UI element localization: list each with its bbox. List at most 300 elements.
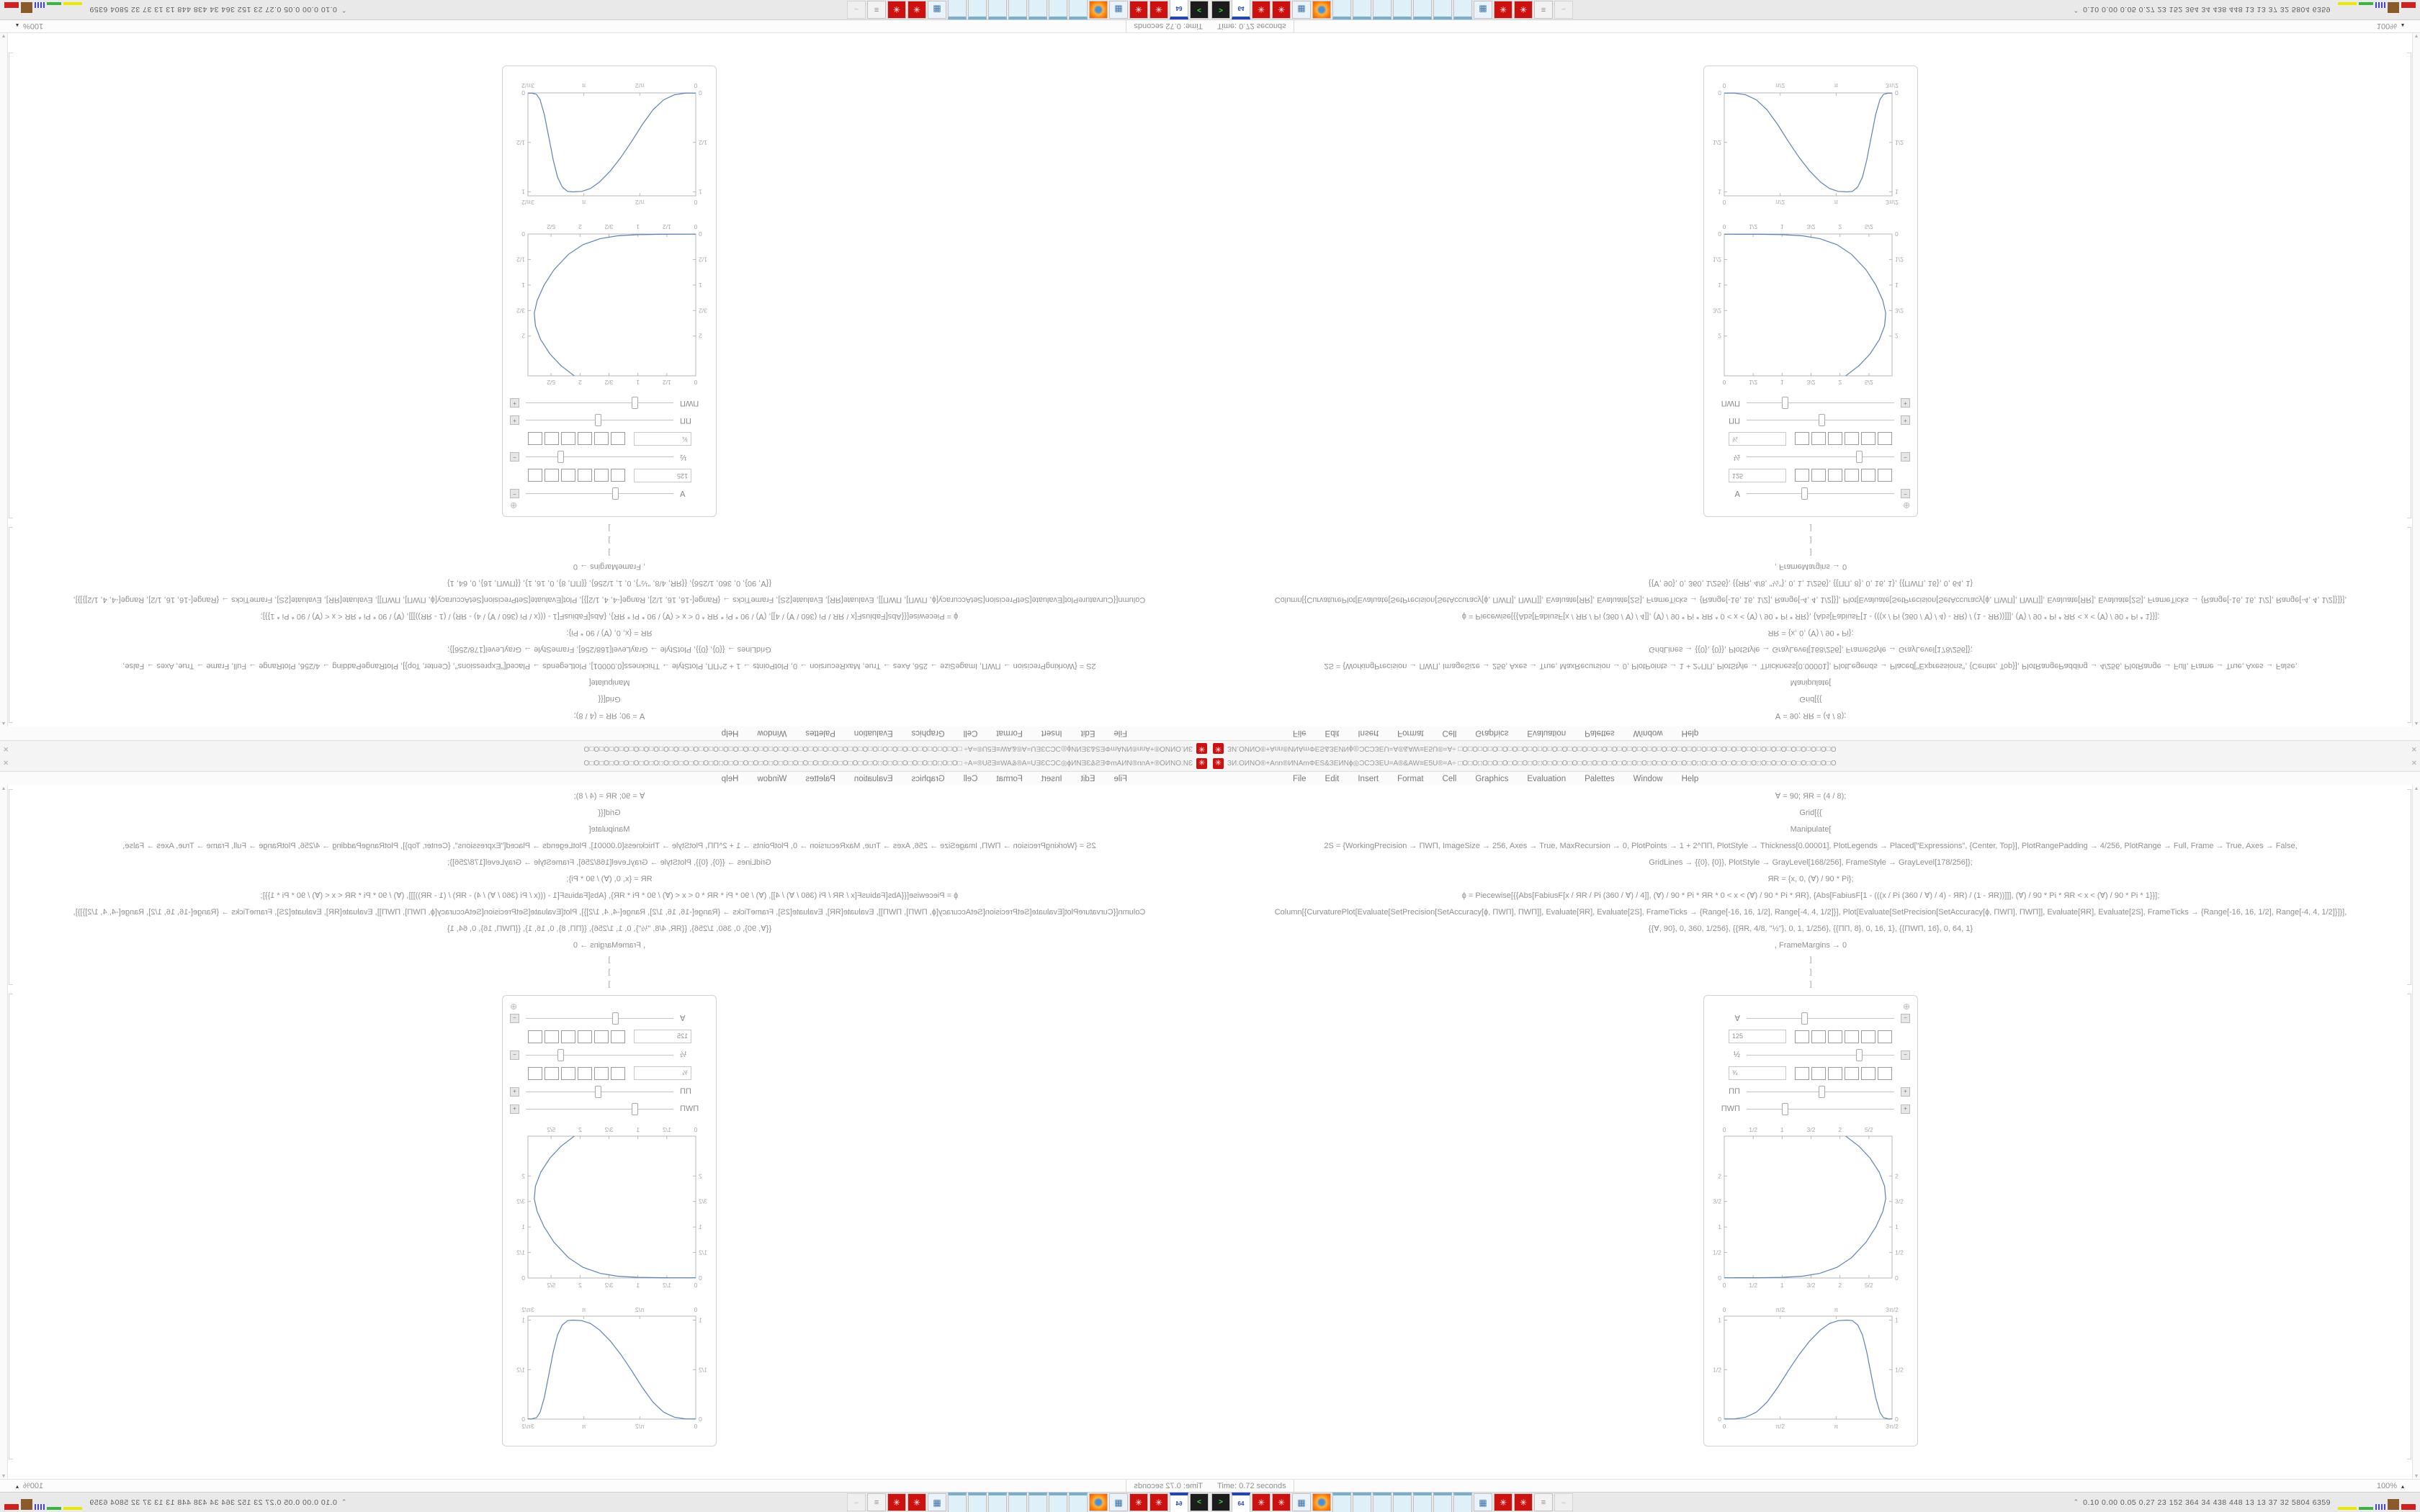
- collapse-toggle-icon[interactable]: −: [510, 1014, 519, 1023]
- slider-track[interactable]: [526, 1103, 673, 1115]
- slider-thumb[interactable]: [1801, 487, 1808, 500]
- calculator-icon[interactable]: ▦: [928, 1, 946, 19]
- code-line[interactable]: {{Ɐ, 90}, 0, 360, 1/256}, {{ЯR, 4/8, "½"}, 0, 1, 1/256}, {{ΠΠ, 8}, 0, 16, 1}, {{ΠWΠ, 16}, 0, 64, 1}: [447, 579, 772, 588]
- code-line[interactable]: {{Ɐ, 90}, 0, 360, 1/256}, {{ЯR, 4/8, "½"}, 0, 1, 1/256}, {{ΠΠ, 8}, 0, 16, 1}, {{ΠWΠ, 16}, 0, 64, 1}: [447, 924, 772, 933]
- menu-item[interactable]: Evaluation: [853, 774, 893, 783]
- code-line[interactable]: Grid[{{: [598, 809, 621, 817]
- slider-thumb[interactable]: [595, 1086, 601, 1098]
- menu-item[interactable]: Window: [757, 774, 787, 783]
- collapse-toggle-icon[interactable]: −: [510, 1050, 519, 1060]
- expand-toggle-icon[interactable]: +: [1901, 1104, 1910, 1114]
- notepad-icon[interactable]: [1433, 1493, 1452, 1512]
- code-line[interactable]: ЯR = {x, 0, (Ɐ) / 90 * Pi};: [566, 875, 653, 883]
- direction-button[interactable]: [1878, 469, 1892, 482]
- code-line[interactable]: Column[{CurvaturePlot[Evaluate[SetPrecision[SetAccuracy[ϕ, ΠWΠ], ΠWΠ]], Evaluate[ЯR], Evaluate[2S], FrameTicks → {Range[-16, 16, 1/2], Range[-4, 4, 1/2]}], Plot[Evaluate[SetPrecision[SetAccuracy[ϕ, ΠWΠ], ΠWΠ]], Evaluate[ЯR], Evaluate[2S], FrameTicks → {Range[-16, 16, 1/2], Range[-4, 4, 1/2]}]}],: [1274, 908, 2347, 917]
- code-line[interactable]: GridLines → {{0}, {0}}, PlotStyle → GrayLevel[168/256], FrameStyle → GrayLevel[178/256]};: [447, 858, 771, 867]
- menu-item[interactable]: Format: [1397, 729, 1424, 738]
- menu-item[interactable]: Palettes: [1585, 774, 1615, 783]
- calculator-icon[interactable]: ▦: [1474, 1, 1492, 19]
- mathematica-spikey-icon[interactable]: ✳: [887, 1493, 906, 1511]
- code-line[interactable]: ЯR = {x, 0, (Ɐ) / 90 * Pi};: [566, 629, 653, 637]
- direction-button[interactable]: [1878, 1030, 1892, 1043]
- slider-track[interactable]: [526, 1012, 673, 1024]
- menu-item[interactable]: Format: [996, 729, 1023, 738]
- plug-disabled-icon[interactable]: ⌁: [1554, 1493, 1573, 1511]
- slower-button[interactable]: [544, 469, 559, 482]
- slider-track[interactable]: [526, 397, 673, 409]
- firefox-icon[interactable]: [1312, 1, 1331, 19]
- slower-button[interactable]: [1861, 1030, 1876, 1043]
- menu-item[interactable]: Graphics: [911, 729, 945, 738]
- slider-thumb[interactable]: [1801, 1012, 1808, 1025]
- code-line[interactable]: Manipulate[: [1790, 678, 1832, 687]
- code-line[interactable]: {{Ɐ, 90}, 0, 360, 1/256}, {{ЯR, 4/8, "½"}, 0, 1, 1/256}, {{ΠΠ, 8}, 0, 16, 1}, {{ΠWΠ, 16}, 0, 64, 1}: [1648, 924, 1973, 933]
- menu-item[interactable]: Edit: [1325, 729, 1340, 738]
- cell-bracket-output[interactable]: [9, 53, 13, 518]
- slider-track[interactable]: [526, 1086, 673, 1097]
- code-line[interactable]: 2S = {WorkingPrecision → ΠWΠ, ImageSize → 256, Axes → True, MaxRecursion → 0, PlotPoints → 1 + 2^ΠΠ, PlotStyle → Thickness[0.00001], PlotLegends → Placed["Expressions", {Center, Top}], PlotRangePadding → 4/256, PlotRange → Full, Frame → True, Axes → False,: [122, 842, 1096, 850]
- scroll-document-icon[interactable]: ≡: [1534, 1493, 1553, 1511]
- decrement-button[interactable]: [1795, 1067, 1809, 1080]
- play-button[interactable]: [1811, 1067, 1826, 1080]
- mathematica-spikey-icon[interactable]: ✳: [1129, 1, 1148, 19]
- floppy-64-icon[interactable]: 64: [1170, 1493, 1188, 1512]
- terminal-icon[interactable]: >: [1190, 1493, 1209, 1511]
- slider-track[interactable]: [1747, 415, 1894, 426]
- chevron-up-icon[interactable]: ⌃: [341, 1498, 347, 1506]
- slider-track[interactable]: [1747, 1012, 1894, 1024]
- notepad-icon[interactable]: [1393, 1493, 1412, 1512]
- window-tab-title[interactable]: ЗИ.ОИNŌ®+Ann®ИNAmΦES&ЗЕИNɸ◎ƆCƆЗЕU=A®&AW≡E5U®=A÷ □O□O□O□O□O□O□O□O□O□O□O□O□O□O□O□O□O□O□O□O□O□O□O□O□O□O□O□O□O□O□O□O□O□O□O□O□O□O: [1227, 744, 1837, 752]
- slower-button[interactable]: [544, 1030, 559, 1043]
- value-field[interactable]: ¾: [634, 432, 691, 446]
- mathematica-spikey-icon[interactable]: ✳: [1494, 1, 1512, 19]
- notepad-icon[interactable]: [1049, 0, 1067, 20]
- code-line[interactable]: Grid[{{: [598, 695, 621, 703]
- decrement-button[interactable]: [1795, 469, 1809, 482]
- slider-track[interactable]: [526, 1049, 673, 1061]
- notepad-icon[interactable]: [1049, 1493, 1067, 1512]
- slider-thumb[interactable]: [1782, 397, 1788, 409]
- notepad-icon[interactable]: [948, 1493, 967, 1512]
- collapse-toggle-icon[interactable]: −: [1901, 1050, 1910, 1060]
- menu-item[interactable]: Evaluation: [1527, 774, 1567, 783]
- notepad-icon[interactable]: [1413, 1493, 1432, 1512]
- menu-item[interactable]: Edit: [1325, 774, 1340, 783]
- slider-thumb[interactable]: [1819, 1086, 1825, 1098]
- code-line[interactable]: Column[{CurvaturePlot[Evaluate[SetPrecision[SetAccuracy[ϕ, ΠWΠ], ΠWΠ]], Evaluate[ЯR], Evaluate[2S], FrameTicks → {Range[-16, 16, 1/2], Range[-4, 4, 1/2]}], Plot[Evaluate[SetPrecision[SetAccuracy[ϕ, ΠWΠ], ΠWΠ]], Evaluate[ЯR], Evaluate[2S], FrameTicks → {Range[-16, 16, 1/2], Range[-4, 4, 1/2]}]}],: [1274, 595, 2347, 604]
- slider-thumb[interactable]: [595, 414, 601, 426]
- code-line[interactable]: GridLines → {{0}, {0}}, PlotStyle → GrayLevel[168/256], FrameStyle → GrayLevel[178/256]};: [1649, 645, 1973, 654]
- direction-button[interactable]: [528, 433, 542, 446]
- expand-toggle-icon[interactable]: +: [510, 399, 519, 408]
- menu-item[interactable]: Cell: [963, 729, 978, 738]
- window-tab-title[interactable]: ЗИ.ОИNŌ®+Ann®ИNAmΦES&ЗЕИNɸ◎ƆCƆЗЕU=A®&AW≡E5U®=A÷ □O□O□O□O□O□O□O□O□O□O□O□O□O□O□O□O□O□O□O□O□O□O□O□O□O□O□O□O□O□O□O□O□O□O□O□O□O□O: [583, 760, 1193, 768]
- code-line[interactable]: Manipulate[: [1790, 825, 1832, 834]
- cell-bracket-input[interactable]: [9, 789, 13, 985]
- menu-item[interactable]: Graphics: [1475, 729, 1509, 738]
- faster-button[interactable]: [561, 433, 575, 446]
- vertical-scrollbar[interactable]: [0, 32, 8, 726]
- slider-track[interactable]: [1747, 1086, 1894, 1097]
- slider-thumb[interactable]: [1856, 451, 1863, 463]
- increment-button[interactable]: [1828, 1067, 1842, 1080]
- window-tab-bar[interactable]: [1210, 740, 2420, 756]
- value-field[interactable]: 125: [1729, 1030, 1786, 1043]
- menu-item[interactable]: Format: [996, 774, 1023, 783]
- scroll-document-icon[interactable]: ≡: [867, 1493, 886, 1511]
- code-line[interactable]: ϕ = Piecewise[{{Abs[FabiusF[x / ЯR / Pi (360 / Ɐ) / 4]], (Ɐ) / 90 * Pi * ЯR * 0 < x < (Ɐ) / 90 * Pi * ЯR}, {Abs[FabiusF[1 - (((x / Pi (360 / Ɐ) / 4) - ЯR) / (1 - ЯR))]]], (Ɐ) / 90 * Pi * ЯR < x < (Ɐ) / 90 * Pi * 1}}];: [1461, 891, 2160, 900]
- collapse-toggle-icon[interactable]: −: [510, 453, 519, 462]
- code-line[interactable]: ϕ = Piecewise[{{Abs[FabiusF[x / ЯR / Pi (360 / Ɐ) / 4]], (Ɐ) / 90 * Pi * ЯR * 0 < x < (Ɐ) / 90 * Pi * ЯR}, {Abs[FabiusF[1 - (((x / Pi (360 / Ɐ) / 4) - ЯR) / (1 - ЯR))]]], (Ɐ) / 90 * Pi * ЯR < x < (Ɐ) / 90 * Pi * 1}}];: [1461, 612, 2160, 621]
- manipulate-menu-icon[interactable]: ⊕: [510, 500, 518, 510]
- terminal-icon[interactable]: >: [1211, 1, 1230, 19]
- chevron-up-icon[interactable]: ⌃: [341, 6, 347, 14]
- play-button[interactable]: [1811, 469, 1826, 482]
- scroll-up-icon[interactable]: ▲: [1, 721, 6, 726]
- mathematica-spikey-icon[interactable]: ✳: [1150, 1493, 1168, 1511]
- direction-button[interactable]: [1878, 1067, 1892, 1080]
- code-line[interactable]: ЯR = {x, 0, (Ɐ) / 90 * Pi};: [1767, 875, 1854, 883]
- menu-item[interactable]: Insert: [1358, 774, 1379, 783]
- mathematica-spikey-icon[interactable]: ✳: [908, 1493, 926, 1511]
- slower-button[interactable]: [1861, 469, 1876, 482]
- notepad-icon[interactable]: [1373, 1493, 1392, 1512]
- notebook-canvas[interactable]: [9, 786, 1210, 1480]
- magnification-control[interactable]: [16, 1482, 43, 1490]
- menu-item[interactable]: File: [1293, 774, 1307, 783]
- slower-button[interactable]: [1861, 433, 1876, 446]
- direction-button[interactable]: [1878, 433, 1892, 446]
- code-line[interactable]: , FrameMargins → 0: [1774, 941, 1847, 950]
- expand-toggle-icon[interactable]: +: [1901, 399, 1910, 408]
- play-button[interactable]: [594, 433, 609, 446]
- faster-button[interactable]: [1845, 1067, 1859, 1080]
- scroll-up-icon[interactable]: ▲: [2414, 786, 2419, 791]
- scroll-document-icon[interactable]: ≡: [867, 1, 886, 19]
- notepad-icon[interactable]: [1453, 1493, 1472, 1512]
- mathematica-spikey-icon[interactable]: ✳: [1514, 1, 1533, 19]
- menu-item[interactable]: Edit: [1080, 729, 1095, 738]
- code-line[interactable]: Manipulate[: [588, 825, 630, 834]
- scroll-down-icon[interactable]: ▼: [1, 1474, 6, 1479]
- increment-button[interactable]: [578, 1030, 592, 1043]
- menu-item[interactable]: Edit: [1080, 774, 1095, 783]
- code-line[interactable]: Column[{CurvaturePlot[Evaluate[SetPrecision[SetAccuracy[ϕ, ΠWΠ], ΠWΠ]], Evaluate[ЯR], Evaluate[2S], FrameTicks → {Range[-16, 16, 1/2], Range[-4, 4, 1/2]}], Plot[Evaluate[SetPrecision[SetAccuracy[ϕ, ΠWΠ], ΠWΠ]], Evaluate[ЯR], Evaluate[2S], FrameTicks → {Range[-16, 16, 1/2], Range[-4, 4, 1/2]}]}],: [73, 908, 1146, 917]
- direction-button[interactable]: [528, 469, 542, 482]
- mathematica-spikey-icon[interactable]: ✳: [1494, 1493, 1512, 1511]
- menu-item[interactable]: File: [1113, 774, 1127, 783]
- value-field[interactable]: 125: [634, 469, 691, 482]
- mathematica-spikey-icon[interactable]: ✳: [1272, 1, 1291, 19]
- slower-button[interactable]: [1861, 1067, 1876, 1080]
- slider-track[interactable]: [1747, 488, 1894, 500]
- menu-item[interactable]: Insert: [1358, 729, 1379, 738]
- close-icon[interactable]: ✕: [2411, 760, 2417, 768]
- slower-button[interactable]: [544, 1067, 559, 1080]
- window-tab-bar[interactable]: [1210, 756, 2420, 772]
- menu-item[interactable]: Palettes: [805, 774, 835, 783]
- notepad-icon[interactable]: [1028, 1493, 1047, 1512]
- calculator-icon[interactable]: ▦: [1292, 1, 1311, 19]
- window-tab-bar[interactable]: [0, 740, 1210, 756]
- cell-bracket-output[interactable]: [2407, 994, 2411, 1459]
- manipulate-menu-icon[interactable]: ⊕: [510, 1002, 518, 1012]
- code-line[interactable]: , FrameMargins → 0: [1774, 562, 1847, 571]
- direction-button[interactable]: [528, 1030, 542, 1043]
- notepad-icon[interactable]: [1332, 1493, 1351, 1512]
- menu-item[interactable]: Palettes: [1585, 729, 1615, 738]
- menu-item[interactable]: Help: [1681, 774, 1699, 783]
- collapse-toggle-icon[interactable]: −: [1901, 1014, 1910, 1023]
- faster-button[interactable]: [561, 1030, 575, 1043]
- notepad-icon[interactable]: [1413, 0, 1432, 20]
- expand-toggle-icon[interactable]: +: [1901, 416, 1910, 426]
- calculator-icon[interactable]: ▦: [928, 1493, 946, 1511]
- slider-thumb[interactable]: [557, 451, 564, 463]
- mathematica-spikey-icon[interactable]: ✳: [1150, 1, 1168, 19]
- menu-item[interactable]: Cell: [1442, 729, 1457, 738]
- calculator-icon[interactable]: ▦: [1109, 1493, 1128, 1511]
- slider-track[interactable]: [526, 451, 673, 463]
- notepad-icon[interactable]: [948, 0, 967, 20]
- decrement-button[interactable]: [1795, 433, 1809, 446]
- slider-track[interactable]: [1747, 451, 1894, 463]
- scroll-up-icon[interactable]: ▲: [2414, 721, 2419, 726]
- menu-item[interactable]: Help: [1681, 729, 1699, 738]
- calculator-icon[interactable]: ▦: [1109, 1, 1128, 19]
- increment-button[interactable]: [578, 1067, 592, 1080]
- mathematica-spikey-icon[interactable]: ✳: [1514, 1493, 1533, 1511]
- menu-item[interactable]: Help: [721, 729, 739, 738]
- play-button[interactable]: [1811, 1030, 1826, 1043]
- chevron-up-icon[interactable]: ⌃: [2073, 6, 2079, 14]
- menu-item[interactable]: Insert: [1041, 774, 1062, 783]
- slider-track[interactable]: [526, 415, 673, 426]
- menu-item[interactable]: Graphics: [911, 774, 945, 783]
- manipulate-menu-icon[interactable]: ⊕: [1902, 500, 1910, 510]
- increment-button[interactable]: [578, 433, 592, 446]
- notepad-icon[interactable]: [1373, 0, 1392, 20]
- code-line[interactable]: Column[{CurvaturePlot[Evaluate[SetPrecision[SetAccuracy[ϕ, ΠWΠ], ΠWΠ]], Evaluate[ЯR], Evaluate[2S], FrameTicks → {Range[-16, 16, 1/2], Range[-4, 4, 1/2]}], Plot[Evaluate[SetPrecision[SetAccuracy[ϕ, ΠWΠ], ΠWΠ]], Evaluate[ЯR], Evaluate[2S], FrameTicks → {Range[-16, 16, 1/2], Range[-4, 4, 1/2]}]}],: [73, 595, 1146, 604]
- chevron-up-icon[interactable]: ⌃: [2073, 1498, 2079, 1506]
- slider-track[interactable]: [1747, 397, 1894, 409]
- value-field[interactable]: 125: [634, 1030, 691, 1043]
- value-field[interactable]: ¾: [1729, 432, 1786, 446]
- notebook-canvas[interactable]: [9, 32, 1210, 726]
- collapse-toggle-icon[interactable]: −: [1901, 490, 1910, 499]
- notepad-icon[interactable]: [1069, 0, 1088, 20]
- menu-item[interactable]: Insert: [1041, 729, 1062, 738]
- code-line[interactable]: 2S = {WorkingPrecision → ΠWΠ, ImageSize → 256, Axes → True, MaxRecursion → 0, PlotPoints → 1 + 2^ΠΠ, PlotStyle → Thickness[0.00001], PlotLegends → Placed["Expressions", {Center, Top}], PlotRangePadding → 4/256, PlotRange → Full, Frame → True, Axes → False,: [1324, 662, 2298, 670]
- collapse-toggle-icon[interactable]: −: [1901, 453, 1910, 462]
- terminal-icon[interactable]: >: [1190, 1, 1209, 19]
- cell-bracket-input[interactable]: [9, 527, 13, 723]
- floppy-64-icon[interactable]: 64: [1232, 0, 1250, 20]
- faster-button[interactable]: [1845, 1030, 1859, 1043]
- increment-button[interactable]: [1828, 433, 1842, 446]
- increment-button[interactable]: [1828, 1030, 1842, 1043]
- firefox-icon[interactable]: [1089, 1, 1108, 19]
- close-icon[interactable]: ✕: [3, 744, 9, 752]
- expand-toggle-icon[interactable]: +: [510, 416, 519, 426]
- notepad-icon[interactable]: [1453, 0, 1472, 20]
- menu-item[interactable]: File: [1293, 729, 1307, 738]
- faster-button[interactable]: [1845, 469, 1859, 482]
- play-button[interactable]: [1811, 433, 1826, 446]
- notepad-icon[interactable]: [988, 1493, 1007, 1512]
- calculator-icon[interactable]: ▦: [1474, 1493, 1492, 1511]
- notebook-canvas[interactable]: [1210, 786, 2411, 1480]
- slider-thumb[interactable]: [1856, 1049, 1863, 1061]
- menu-item[interactable]: Graphics: [1475, 774, 1509, 783]
- code-line[interactable]: ϕ = Piecewise[{{Abs[FabiusF[x / ЯR / Pi (360 / Ɐ) / 4]], (Ɐ) / 90 * Pi * ЯR * 0 < x < (Ɐ) / 90 * Pi * ЯR}, {Abs[FabiusF[1 - (((x / Pi (360 / Ɐ) / 4) - ЯR) / (1 - ЯR))]]], (Ɐ) / 90 * Pi * ЯR < x < (Ɐ) / 90 * Pi * 1}}];: [260, 891, 959, 900]
- vertical-scrollbar[interactable]: [0, 786, 8, 1480]
- notepad-icon[interactable]: [988, 0, 1007, 20]
- code-line[interactable]: Grid[{{: [1799, 695, 1822, 703]
- floppy-64-icon[interactable]: 64: [1170, 0, 1188, 20]
- collapse-toggle-icon[interactable]: −: [510, 490, 519, 499]
- notepad-icon[interactable]: [968, 1493, 987, 1512]
- window-tab-title[interactable]: ЗИ.ОИNŌ®+Ann®ИNAmΦES&ЗЕИNɸ◎ƆCƆЗЕU=A®&AW≡E5U®=A÷ □O□O□O□O□O□O□O□O□O□O□O□O□O□O□O□O□O□O□O□O□O□O□O□O□O□O□O□O□O□O□O□O□O□O□O□O□O□O: [583, 744, 1193, 752]
- window-tab-title[interactable]: ЗИ.ОИNŌ®+Ann®ИNAmΦES&ЗЕИNɸ◎ƆCƆЗЕU=A®&AW≡E5U®=A÷ □O□O□O□O□O□O□O□O□O□O□O□O□O□O□O□O□O□O□O□O□O□O□O□O□O□O□O□O□O□O□O□O□O□O□O□O□O□O: [1227, 760, 1837, 768]
- plug-disabled-icon[interactable]: ⌁: [1554, 1, 1573, 19]
- notepad-icon[interactable]: [1028, 0, 1047, 20]
- magnification-control[interactable]: [16, 22, 43, 30]
- slider-track[interactable]: [1747, 1049, 1894, 1061]
- menu-item[interactable]: Evaluation: [853, 729, 893, 738]
- slider-thumb[interactable]: [632, 397, 638, 409]
- decrement-button[interactable]: [1795, 1030, 1809, 1043]
- decrement-button[interactable]: [611, 1030, 625, 1043]
- scroll-down-icon[interactable]: ▼: [1, 33, 6, 38]
- mathematica-spikey-icon[interactable]: ✳: [1129, 1493, 1148, 1511]
- menu-item[interactable]: Cell: [963, 774, 978, 783]
- firefox-icon[interactable]: [1089, 1493, 1108, 1511]
- slider-thumb[interactable]: [612, 1012, 619, 1025]
- slider-thumb[interactable]: [612, 487, 619, 500]
- faster-button[interactable]: [1845, 433, 1859, 446]
- menu-item[interactable]: Window: [1633, 774, 1663, 783]
- menu-item[interactable]: Window: [1633, 729, 1663, 738]
- value-field[interactable]: 125: [1729, 469, 1786, 482]
- menu-item[interactable]: Format: [1397, 774, 1424, 783]
- increment-button[interactable]: [1828, 469, 1842, 482]
- code-line[interactable]: , FrameMargins → 0: [573, 941, 646, 950]
- slider-thumb[interactable]: [1782, 1103, 1788, 1115]
- code-line[interactable]: Grid[{{: [1799, 809, 1822, 817]
- magnification-control[interactable]: [2377, 1482, 2404, 1490]
- code-line[interactable]: Ɐ = 90; ЯR = (4 / 8);: [1775, 792, 1847, 801]
- cell-bracket-output[interactable]: [2407, 53, 2411, 518]
- notepad-icon[interactable]: [1008, 1493, 1027, 1512]
- menu-item[interactable]: Evaluation: [1527, 729, 1567, 738]
- expand-toggle-icon[interactable]: +: [1901, 1087, 1910, 1097]
- menu-item[interactable]: Cell: [1442, 774, 1457, 783]
- manipulate-menu-icon[interactable]: ⊕: [1902, 1002, 1910, 1012]
- decrement-button[interactable]: [611, 433, 625, 446]
- scroll-up-icon[interactable]: ▲: [1, 786, 6, 791]
- play-button[interactable]: [594, 1067, 609, 1080]
- plug-disabled-icon[interactable]: ⌁: [847, 1493, 866, 1511]
- expand-toggle-icon[interactable]: +: [510, 1104, 519, 1114]
- cell-bracket-input[interactable]: [2407, 527, 2411, 723]
- terminal-icon[interactable]: >: [1211, 1493, 1230, 1511]
- code-line[interactable]: ЯR = {x, 0, (Ɐ) / 90 * Pi};: [1767, 629, 1854, 637]
- vertical-scrollbar[interactable]: [2412, 32, 2420, 726]
- window-tab-bar[interactable]: [0, 756, 1210, 772]
- scroll-document-icon[interactable]: ≡: [1534, 1, 1553, 19]
- value-field[interactable]: ¾: [1729, 1066, 1786, 1080]
- increment-button[interactable]: [578, 469, 592, 482]
- code-line[interactable]: , FrameMargins → 0: [573, 562, 646, 571]
- vertical-scrollbar[interactable]: [2412, 786, 2420, 1480]
- scroll-down-icon[interactable]: ▼: [2414, 33, 2419, 38]
- notebook-canvas[interactable]: [1210, 32, 2411, 726]
- play-button[interactable]: [594, 1030, 609, 1043]
- slider-thumb[interactable]: [1819, 414, 1825, 426]
- close-icon[interactable]: ✕: [3, 760, 9, 768]
- menu-item[interactable]: Window: [757, 729, 787, 738]
- code-line[interactable]: 2S = {WorkingPrecision → ΠWΠ, ImageSize → 256, Axes → True, MaxRecursion → 0, PlotPoints → 1 + 2^ΠΠ, PlotStyle → Thickness[0.00001], PlotLegends → Placed["Expressions", {Center, Top}], PlotRangePadding → 4/256, PlotRange → Full, Frame → True, Axes → False,: [122, 662, 1096, 670]
- notepad-icon[interactable]: [1332, 0, 1351, 20]
- scroll-down-icon[interactable]: ▼: [2414, 1474, 2419, 1479]
- code-line[interactable]: {{Ɐ, 90}, 0, 360, 1/256}, {{ЯR, 4/8, "½"}, 0, 1, 1/256}, {{ΠΠ, 8}, 0, 16, 1}, {{ΠWΠ, 16}, 0, 64, 1}: [1648, 579, 1973, 588]
- firefox-icon[interactable]: [1312, 1493, 1331, 1511]
- cell-bracket-input[interactable]: [2407, 789, 2411, 985]
- notepad-icon[interactable]: [1433, 0, 1452, 20]
- code-line[interactable]: Ɐ = 90; ЯR = (4 / 8);: [573, 792, 645, 801]
- code-line[interactable]: Ɐ = 90; ЯR = (4 / 8);: [573, 711, 645, 720]
- notepad-icon[interactable]: [1393, 0, 1412, 20]
- magnification-control[interactable]: [2377, 22, 2404, 30]
- mathematica-spikey-icon[interactable]: ✳: [887, 1, 906, 19]
- play-button[interactable]: [594, 469, 609, 482]
- notepad-icon[interactable]: [1008, 0, 1027, 20]
- slider-track[interactable]: [1747, 1103, 1894, 1115]
- cell-bracket-output[interactable]: [9, 994, 13, 1459]
- notepad-icon[interactable]: [1353, 1493, 1371, 1512]
- decrement-button[interactable]: [611, 1067, 625, 1080]
- mathematica-spikey-icon[interactable]: ✳: [1252, 1, 1270, 19]
- decrement-button[interactable]: [611, 469, 625, 482]
- close-icon[interactable]: ✕: [2411, 744, 2417, 752]
- direction-button[interactable]: [528, 1067, 542, 1080]
- mathematica-spikey-icon[interactable]: ✳: [1252, 1493, 1270, 1511]
- menu-item[interactable]: Palettes: [805, 729, 835, 738]
- value-field[interactable]: ¾: [634, 1066, 691, 1080]
- slower-button[interactable]: [544, 433, 559, 446]
- notepad-icon[interactable]: [1353, 0, 1371, 20]
- faster-button[interactable]: [561, 1067, 575, 1080]
- code-line[interactable]: Ɐ = 90; ЯR = (4 / 8);: [1775, 711, 1847, 720]
- menu-item[interactable]: Help: [721, 774, 739, 783]
- floppy-64-icon[interactable]: 64: [1232, 1493, 1250, 1512]
- plug-disabled-icon[interactable]: ⌁: [847, 1, 866, 19]
- slider-track[interactable]: [526, 488, 673, 500]
- code-line[interactable]: GridLines → {{0}, {0}}, PlotStyle → GrayLevel[168/256], FrameStyle → GrayLevel[178/256]};: [1649, 858, 1973, 867]
- code-line[interactable]: GridLines → {{0}, {0}}, PlotStyle → GrayLevel[168/256], FrameStyle → GrayLevel[178/256]};: [447, 645, 771, 654]
- slider-thumb[interactable]: [632, 1103, 638, 1115]
- expand-toggle-icon[interactable]: +: [510, 1087, 519, 1097]
- notepad-icon[interactable]: [968, 0, 987, 20]
- code-line[interactable]: Manipulate[: [588, 678, 630, 687]
- code-line[interactable]: ϕ = Piecewise[{{Abs[FabiusF[x / ЯR / Pi (360 / Ɐ) / 4]], (Ɐ) / 90 * Pi * ЯR * 0 < x < (Ɐ) / 90 * Pi * ЯR}, {Abs[FabiusF[1 - (((x / Pi (360 / Ɐ) / 4) - ЯR) / (1 - ЯR))]]], (Ɐ) / 90 * Pi * ЯR < x < (Ɐ) / 90 * Pi * 1}}];: [260, 612, 959, 621]
- notepad-icon[interactable]: [1069, 1493, 1088, 1512]
- mathematica-spikey-icon[interactable]: ✳: [1272, 1493, 1291, 1511]
- faster-button[interactable]: [561, 469, 575, 482]
- slider-thumb[interactable]: [557, 1049, 564, 1061]
